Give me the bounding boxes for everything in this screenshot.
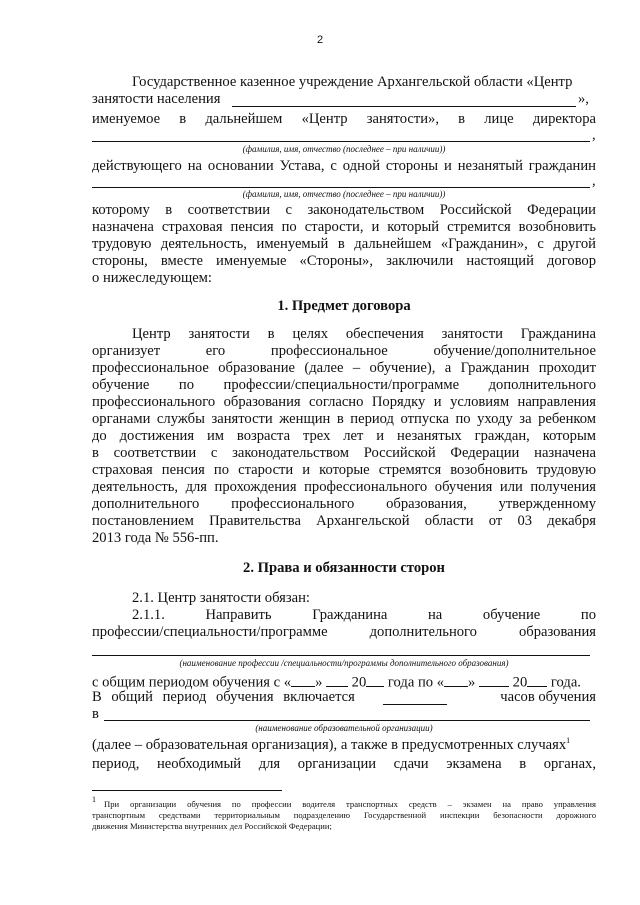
footnote-number-mark: 1: [92, 795, 96, 805]
s1-line-10: дополнительного профессионального образования, утвержденному: [92, 496, 596, 512]
s1-line-8: страховая пенсия по старости и которые стремятся возобновить трудовую: [92, 462, 596, 478]
field-month-to[interactable]: [479, 671, 509, 687]
intro-line-2-end: »,: [578, 91, 589, 107]
s1-line-3: обучение по профессии/специальности/программе дополнительного: [92, 377, 596, 393]
intro-line-7: назначена страховая пенсия по старости, и который стремится возобновить: [92, 219, 596, 235]
intro-line-10: о нижеследующем:: [92, 270, 212, 286]
s1-line-12: 2013 года № 556-пп.: [92, 530, 219, 546]
field-month-from[interactable]: [326, 671, 348, 687]
hours-suffix: часов обучения: [500, 689, 596, 705]
s2-org-line: [92, 737, 596, 754]
caption-organization: (наименование образовательной организации): [255, 723, 433, 733]
period-year-prefix-2: 20: [512, 674, 528, 691]
s1-line-9: деятельность, для прохождения профессионального обучения или получения: [92, 479, 596, 495]
field-program-name-line[interactable]: [92, 655, 590, 656]
period-from-label: с общим периодом обучения с «: [92, 674, 292, 691]
intro-line-3: именуемое в дальнейшем «Центр занятости», в лице директора: [92, 111, 596, 127]
section-2-heading: 2. Права и обязанности сторон: [243, 560, 445, 576]
period-to-label: года по «: [387, 674, 445, 691]
footnote-line-3: движения Министерства внутренних дел Российской Федерации;: [92, 821, 332, 831]
intro-line-4: действующего на основании Устава, с одной стороны и незанятый гражданин: [92, 158, 596, 174]
footnote-line-1: При организации обучения по профессии водителя транспортных средств – экзамен на право управления: [104, 799, 596, 809]
section-1-heading: 1. Предмет договора: [277, 298, 411, 314]
s1-line-7: в соответствии с законодательством Российской Федерации назначена: [92, 445, 596, 461]
s2-last-line: период, необходимый для организации сдачи экзамена в органах,: [92, 756, 596, 772]
field-day-to[interactable]: [444, 671, 468, 687]
hours-label: В общий период обучения включается: [92, 689, 355, 705]
footnote-line-2: транспортным средствами территориальным подразделению Государственной инспекции безопасности дорожного: [92, 810, 596, 820]
footnote-ref-1[interactable]: 1: [566, 736, 571, 746]
s1-line-2: профессиональное образование (далее – обучение), а Гражданин проходит: [92, 360, 596, 376]
field-organization-name-line[interactable]: [104, 720, 590, 721]
s1-line-4: профессионального образования согласно Порядку и условиям направления: [92, 394, 596, 410]
field-director-name-line[interactable]: [92, 141, 590, 142]
s1-line-6: до достижения им возраста трех лет и незанятых граждан, которым: [92, 428, 596, 444]
period-end: года.: [550, 674, 581, 691]
field-year-to[interactable]: [527, 671, 547, 687]
s1-line-11: постановлением Правительства Архангельской области от 03 декабря: [92, 513, 596, 529]
intro-line-5-comma: ,: [592, 173, 596, 189]
field-hours[interactable]: [383, 704, 447, 705]
s2-in-label: в: [92, 706, 99, 722]
s2-org-text: (далее – образовательная организация), а также в предусмотренных случаях: [92, 737, 567, 753]
intro-line-2-start: занятости населения: [92, 91, 221, 107]
s2-p211: 2.1.1. Направить Гражданина на обучение по: [132, 607, 596, 623]
field-center-name-line[interactable]: [232, 106, 576, 107]
footnote-separator: [92, 790, 282, 791]
field-year-from[interactable]: [366, 671, 384, 687]
intro-line-1: Государственное казенное учреждение Архангельской области «Центр: [132, 74, 573, 90]
intro-line-3-comma: ,: [592, 127, 596, 143]
page-number: 2: [316, 34, 324, 46]
s2-p21: 2.1. Центр занятости обязан:: [132, 590, 310, 606]
s1-line-5: органами службы занятости женщин в период отпуска по уходу за ребенком: [92, 411, 596, 427]
s1-line-0: Центр занятости в целях обеспечения занятости Гражданина: [132, 326, 596, 342]
intro-line-8: трудовую деятельность, именуемый в дальнейшем «Гражданин», с другой: [92, 236, 596, 252]
caption-program: (наименование профессии /специальности/программы дополнительного образования): [179, 658, 509, 668]
intro-line-9: стороны, вместе именуемые «Стороны», заключили настоящий договор: [92, 253, 596, 269]
intro-line-6: которому в соответствии с законодательством Российской Федерации: [92, 202, 596, 218]
period-to-close: »: [468, 674, 476, 691]
field-day-from[interactable]: [291, 671, 315, 687]
s1-line-1: организует его профессиональное обучение/дополнительное: [92, 343, 596, 359]
s2-p211b: профессии/специальности/программе дополнительного образования: [92, 624, 596, 640]
field-citizen-name-line[interactable]: [92, 187, 590, 188]
caption-citizen-fio: (фамилия, имя, отчество (последнее – при наличии)): [242, 189, 446, 199]
caption-director-fio: (фамилия, имя, отчество (последнее – при наличии)): [242, 144, 446, 154]
period-from-close: »: [315, 674, 323, 691]
period-year-prefix-1: 20: [351, 674, 367, 691]
